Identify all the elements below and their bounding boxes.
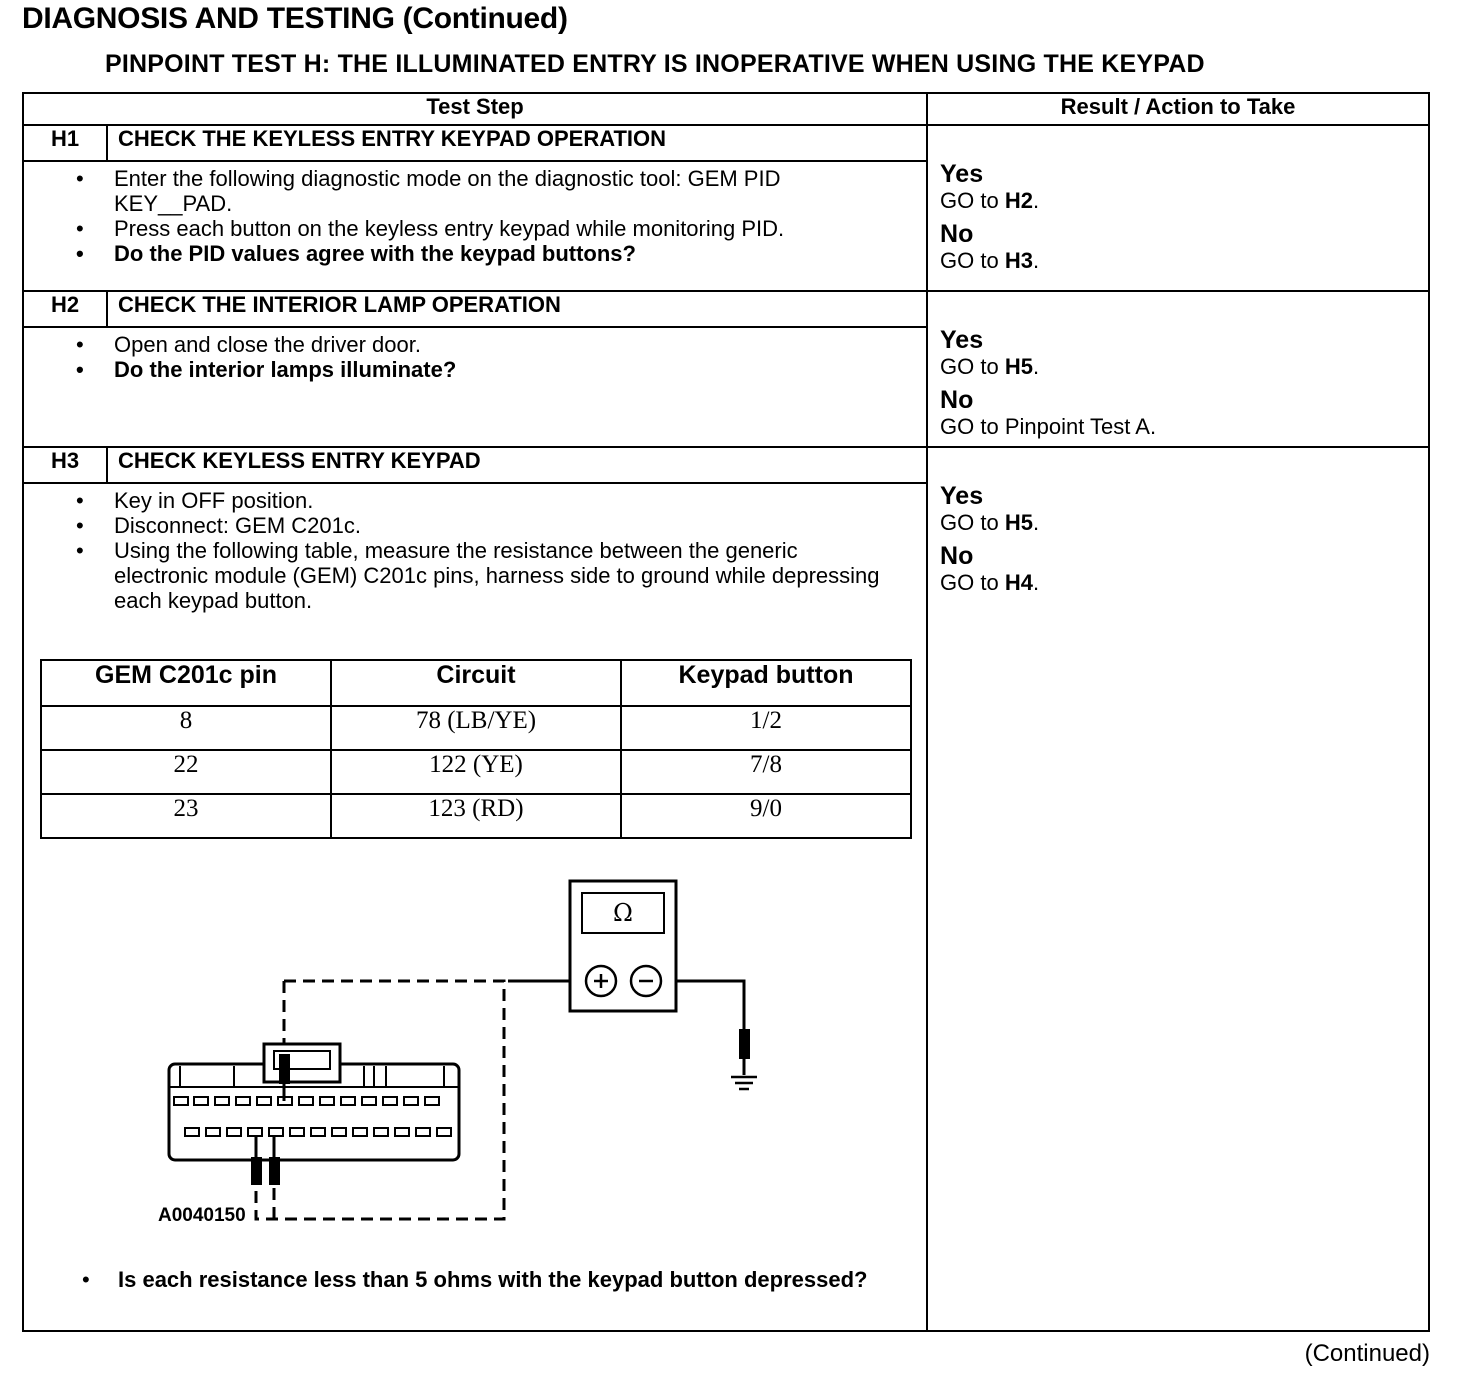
result-header: Result / Action to Take xyxy=(927,93,1429,125)
step-h1-header xyxy=(23,125,1429,161)
ohmmeter-icon xyxy=(570,881,676,1011)
step-h1-result xyxy=(927,125,1429,291)
table-row xyxy=(41,750,911,794)
no-label: No xyxy=(940,386,974,414)
step-id: H3 xyxy=(23,447,107,483)
page-heading: DIAGNOSIS AND TESTING (Continued) xyxy=(22,2,568,35)
circuit-cell: 122 (YE) xyxy=(331,750,621,794)
step-h2-bullets xyxy=(24,328,926,386)
step-id: H2 xyxy=(23,291,107,327)
circuit-header: Circuit xyxy=(331,660,621,706)
table-header-row xyxy=(23,93,1429,125)
pin-header: GEM C201c pin xyxy=(41,660,331,706)
step-h3-result xyxy=(927,447,1429,1331)
keypad-button-cell: 1/2 xyxy=(621,706,911,750)
step-h2-header xyxy=(23,291,1429,327)
list-item: • Open and close the driver door. xyxy=(114,332,896,357)
step-question: • Is each resistance less than 5 ohms with the keypad button depressed? xyxy=(118,1267,868,1292)
step-id: H1 xyxy=(23,125,107,161)
keypad-button-cell: 9/0 xyxy=(621,794,911,838)
pin-cell: 8 xyxy=(41,706,331,750)
list-item: • Enter the following diagnostic mode on the diagnostic tool: GEM PID KEY__PAD. xyxy=(114,166,896,216)
step-question: • Do the interior lamps illuminate? xyxy=(114,357,896,382)
step-question: • Do the PID values agree with the keypad buttons? xyxy=(114,241,896,266)
yes-action: GO to H5. xyxy=(940,354,1040,379)
pin-table xyxy=(40,659,912,839)
step-h2-result xyxy=(927,291,1429,447)
list-item: • Press each button on the keyless entry keypad while monitoring PID. xyxy=(114,216,896,241)
test-step-header: Test Step xyxy=(23,93,927,125)
ohmmeter-connector-diagram xyxy=(24,839,924,1259)
step-title: CHECK THE KEYLESS ENTRY KEYPAD OPERATION xyxy=(107,125,927,161)
table-row xyxy=(41,794,911,838)
continued-label: (Continued) xyxy=(1304,1340,1430,1367)
list-item: • Key in OFF position. xyxy=(114,488,896,513)
step-h1-bullets xyxy=(24,162,926,270)
figure-id: A0040150 xyxy=(158,1205,246,1226)
circuit-cell: 78 (LB/YE) xyxy=(331,706,621,750)
yes-label: Yes xyxy=(940,326,984,354)
ground-icon xyxy=(731,1077,757,1089)
wiring-diagram xyxy=(24,839,924,1259)
step-h3-question xyxy=(24,1259,926,1299)
keypad-button-cell: 7/8 xyxy=(621,750,911,794)
table-row xyxy=(41,706,911,750)
yes-action: GO to H5. xyxy=(940,510,1040,535)
step-h3-bullets xyxy=(24,484,926,617)
pin-cell: 22 xyxy=(41,750,331,794)
list-item: • Using the following table, measure the resistance between the generic electronic module (GEM) C201c pins, harness side to ground while depressing each keypad button. xyxy=(114,538,896,613)
ohm-symbol: Ω xyxy=(613,899,633,927)
no-action: GO to H4. xyxy=(940,570,1040,595)
yes-label: Yes xyxy=(940,482,984,510)
gem-c201c-connector xyxy=(169,1044,459,1160)
yes-label: Yes xyxy=(940,160,984,188)
pinpoint-test-title: PINPOINT TEST H: THE ILLUMINATED ENTRY IS INOPERATIVE WHEN USING THE KEYPAD xyxy=(105,50,1205,78)
no-label: No xyxy=(940,220,974,248)
step-h3-header xyxy=(23,447,1429,483)
pin-table-header xyxy=(41,660,911,706)
yes-action: GO to H2. xyxy=(940,188,1040,213)
circuit-cell: 123 (RD) xyxy=(331,794,621,838)
no-action: GO to H3. xyxy=(940,248,1040,273)
list-item: • Disconnect: GEM C201c. xyxy=(114,513,896,538)
keypad-button-header: Keypad button xyxy=(621,660,911,706)
step-title: CHECK THE INTERIOR LAMP OPERATION xyxy=(107,291,927,327)
no-action: GO to Pinpoint Test A. xyxy=(940,414,1157,439)
no-label: No xyxy=(940,542,974,570)
step-title: CHECK KEYLESS ENTRY KEYPAD xyxy=(107,447,927,483)
pin-cell: 23 xyxy=(41,794,331,838)
pinpoint-test-table xyxy=(22,92,1430,1332)
